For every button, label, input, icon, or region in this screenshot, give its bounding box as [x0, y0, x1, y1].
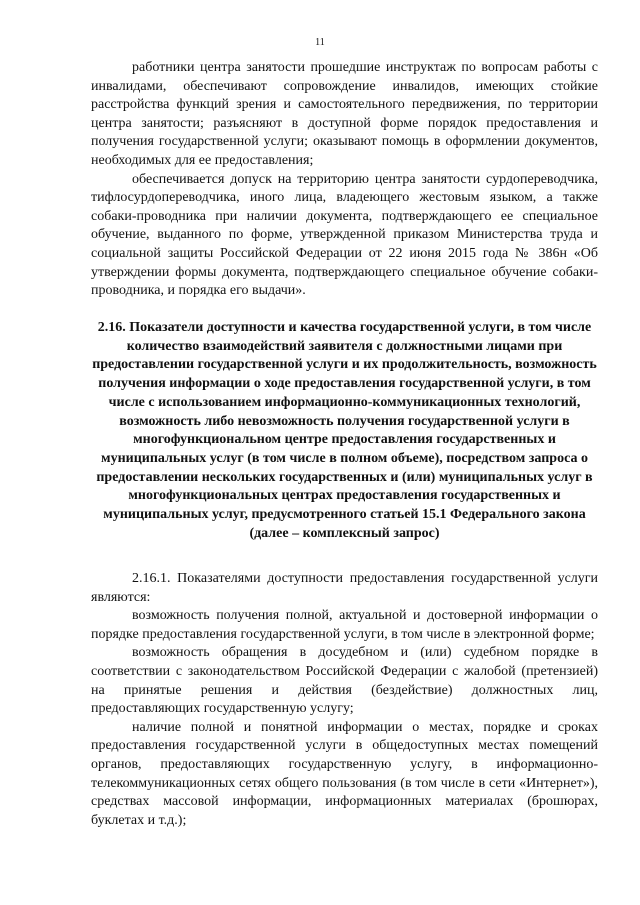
paragraph-staff-assistance: работники центра занятости прошедшие инструктаж по вопросам работы с инвалидами, обеспечивают сопровождение инвалидов, имеющих стойкие расстройства функций зрения и самостоятельного передвижения, по территории центра занятости; разъясняют в доступной форме порядок предоставления и получения государственной услуги; оказывают помощь в оформлении документов, необходимых для ее предоставления; — [91, 60, 598, 168]
body-text-bottom — [91, 570, 598, 830]
paragraph-2-16-1: 2.16.1. Показателями доступности предоставления государственной услуги являются: — [91, 571, 598, 605]
body-text-top — [91, 59, 598, 301]
paragraph-information-access: возможность получения полной, актуальной и достоверной информации о порядке предоставления государственной услуги, в том числе в электронной форме; — [91, 608, 598, 642]
paragraph-information-places: наличие полной и понятной информации о местах, порядке и сроках предоставления государственной услуги в общедоступных местах помещений органов, предоставляющих государственную услугу, в информационно-телекоммуникационных сетях общего пользования (в том числе в сети «Интернет»), средствах массовой информации, информационных материалах (брошюрах, буклетах и т.д.); — [91, 719, 598, 828]
paragraph-appeal-possibility: возможность обращения в досудебном и (или) судебном порядке в соответствии с законодательством Российской Федерации с жалобой (претензией) на принятые решения и действия (бездействие) должностных лиц, предоставляющих государственную услугу; — [91, 645, 598, 717]
paragraph-guide-dog-access: обеспечивается допуск на территорию центра занятости сурдопереводчика, тифлосурдопереводчика, иного лица, владеющего жестовым языком, а также собаки-проводника при наличии документа, подтверждающего ее специальное обучение, выданного по форме, утвержденной приказом Министерства труда и социальной защиты Российской Федерации от 22 июня 2015 года № 386н «Об утверждении формы документа, подтверждающего специальное обучение собаки-проводника, и порядка его выдачи». — [91, 171, 598, 299]
section-heading-2-16: 2.16. Показатели доступности и качества государственной услуги, в том числе количество взаимодействий заявителя с должностными лицами при предоставлении государственной услуги и их продолжительность, возможность получения информации о ходе предоставления государственной услуги, в том числе с использованием информационно-коммуникационных технологий, возможность либо невозможность получения государственной услуги в многофункциональном центре предоставления государственных и муниципальных услуг (в том числе в полном объеме), посредством запроса о предоставлении нескольких государственных и (или) муниципальных услуг в многофункциональных центрах предоставления государственных и муниципальных услуг, предусмотренного статьей 15.1 Федерального закона (далее – комплексный запрос) — [92, 320, 597, 541]
page-number: 11 — [315, 37, 325, 48]
